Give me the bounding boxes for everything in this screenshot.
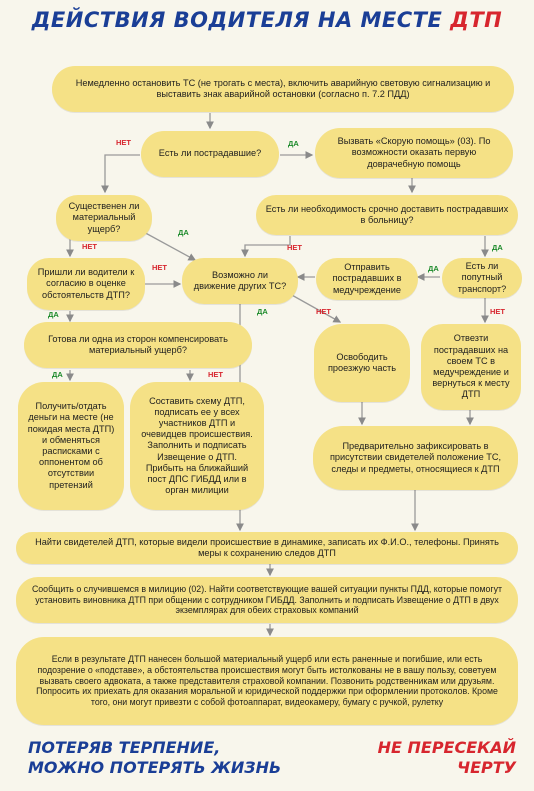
label-no-agree: НЕТ xyxy=(152,263,167,272)
slogan-left xyxy=(28,738,281,777)
box-get-money: Получить/отдать деньги на месте (не покидая места ДТП) и обменяться расписками с оппонентом об отсутствии претензий xyxy=(18,382,124,510)
box-compensate-question: Готова ли одна из сторон компенсировать материальный ущерб? xyxy=(24,322,252,368)
label-yes-hospital: ДА xyxy=(492,243,503,252)
box-clear-road: Освободить проезжую часть xyxy=(314,324,410,402)
label-yes-victims: ДА xyxy=(288,139,299,148)
box-record: Предварительно зафиксировать в присутствии свидетелей положение ТС, следы и предметы, относящиеся к ДТП xyxy=(313,426,518,490)
label-no-move: НЕТ xyxy=(316,307,331,316)
label-yes-move: ДА xyxy=(257,307,268,316)
page-title xyxy=(0,8,534,32)
slogan-right-line1: НЕ ПЕРЕСЕКАЙ xyxy=(377,738,516,757)
box-hospital-question: Есть ли необходимость срочно доставить пострадавших в больницу? xyxy=(256,195,518,235)
box-stop: Немедленно остановить ТС (не трогать с места), включить аварийную световую сигнализацию и выставить знак аварийной остановки (согласно п. 7.2 ПДД) xyxy=(52,66,514,112)
box-advice: Если в результате ДТП нанесен большой материальный ущерб или есть раненные и погибшие, или есть подозрение о «подставе», а обстоятельства происшествия могут быть истолкованы не в вашу пользу, советуем вызвать своего адвоката, а также представителя страховой компании. Позвонить родственникам или друзьям. Попросить их приехать для оказания моральной и юридической поддержки при оформлении протоколов. Кроме того, они могут привезти с собой фотоаппарат, видеокамеру, бумагу с ручкой, рулетку xyxy=(16,637,518,725)
label-no-compensate: НЕТ xyxy=(208,370,223,379)
box-victims-question: Есть ли пострадавшие? xyxy=(141,131,279,177)
box-witnesses: Найти свидетелей ДТП, которые видели происшествие в динамике, записать их Ф.И.О., телефоны. Принять меры к сохранению следов ДТП xyxy=(16,532,518,564)
box-take-victims: Отвезти пострадавших на своем ТС в медучреждение и вернуться к месту ДТП xyxy=(421,324,521,410)
box-ambulance: Вызвать «Скорую помощь» (03). По возможности оказать первую доврачебную помощь xyxy=(315,128,513,178)
box-send-victims: Отправить пострадавших в медучреждение xyxy=(316,258,418,300)
slogan-right xyxy=(346,738,516,777)
box-passing-question: Есть ли попутный транспорт? xyxy=(442,258,522,298)
box-report: Сообщить о случившемся в милицию (02). Найти соответствующие вашей ситуации пункты ПДД, которые помогут установить виновника ДТП при общении с сотрудником ГИБДД. Заполнить и подписать Извещение о ДТП в двух экземплярах для обеих страховых компаний xyxy=(16,577,518,623)
label-no-passing: НЕТ xyxy=(490,307,505,316)
box-move-question: Возможно ли движение других ТС? xyxy=(182,258,298,304)
label-no-damage: НЕТ xyxy=(82,242,97,251)
label-yes-agree: ДА xyxy=(48,310,59,319)
title-accent: ДТП xyxy=(450,8,503,32)
slogan-left-line2: МОЖНО ПОТЕРЯТЬ ЖИЗНЬ xyxy=(28,757,282,777)
box-damage-question: Существенен ли материальный ущерб? xyxy=(56,195,152,241)
slogan-left-line1: ПОТЕРЯВ ТЕРПЕНИЕ, xyxy=(28,738,221,757)
label-yes-passing: ДА xyxy=(428,264,439,273)
box-scheme: Составить схему ДТП, подписать ее у всех участников ДТП и очевидцев происшествия. Заполнить и подписать Извещение о ДТП. Прибыть на ближайший пост ДПС ГИБДД или в орган милиции xyxy=(130,382,264,510)
slogan-right-line2: ЧЕРТУ xyxy=(457,757,516,777)
title-main: ДЕЙСТВИЯ ВОДИТЕЛЯ НА МЕСТЕ xyxy=(31,8,451,32)
label-yes-damage: ДА xyxy=(178,228,189,237)
label-no-hospital: НЕТ xyxy=(287,243,302,252)
box-agree-question: Пришли ли водители к согласию в оценке обстоятельств ДТП? xyxy=(27,258,145,310)
label-no-victims: НЕТ xyxy=(116,138,131,147)
label-yes-compensate: ДА xyxy=(52,370,63,379)
